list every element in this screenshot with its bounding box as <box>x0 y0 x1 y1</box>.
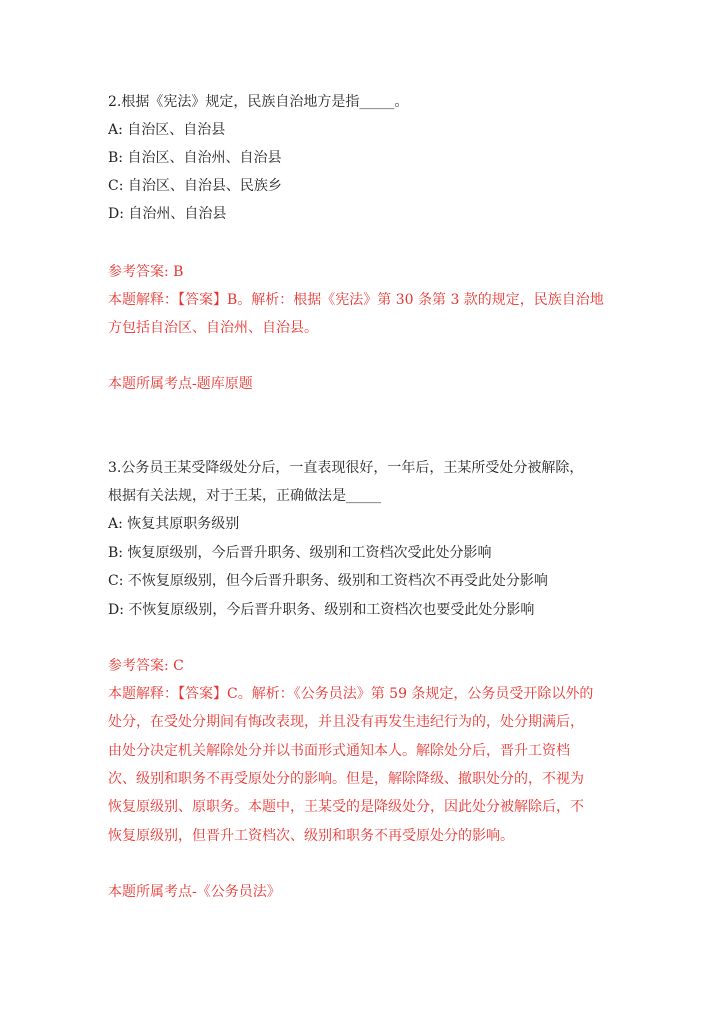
question-3-explanation-line-2: 处分，在受处分期间有悔改表现，并且没有再发生违纪行为的，处分期满后， <box>108 714 584 730</box>
question-2-knowledge-point: 本题所属考点-题库原题 <box>108 376 253 392</box>
question-3-option-d: D: 不恢复原级别，今后晋升职务、级别和工资档次也要受此处分影响 <box>108 602 535 618</box>
question-3-explanation-line-1: 本题解释：【答案】C。解析：《公务员法》第 59 条规定，公务员受开除以外的 <box>108 686 594 702</box>
question-2-stem: 2.根据《宪法》规定，民族自治地方是指_____。 <box>108 94 409 110</box>
question-3-option-c: C: 不恢复原级别，但今后晋升职务、级别和工资档次不再受此处分影响 <box>108 573 548 589</box>
question-2-option-c: C: 自治区、自治县、民族乡 <box>108 178 282 194</box>
question-3-explanation-line-6: 恢复原级别，但晋升工资档次、级别和职务不再受原处分的影响。 <box>108 828 514 844</box>
question-3-explanation-line-5: 恢复原级别、原职务。本题中，王某受的是降级处分，因此处分被解除后，不 <box>108 799 584 815</box>
question-3-option-b: B: 恢复原级别，今后晋升职务、级别和工资档次受此处分影响 <box>108 545 492 561</box>
question-2-option-d: D: 自治州、自治县 <box>108 206 227 222</box>
question-2-option-b: B: 自治区、自治州、自治县 <box>108 150 282 166</box>
question-2-option-a: A: 自治区、自治县 <box>108 122 226 138</box>
question-3-stem-line-2: 根据有关法规，对于王某，正确做法是_____ <box>108 488 381 504</box>
question-2-explanation-line-2: 方包括自治区、自治州、自治县。 <box>108 320 318 336</box>
question-3-explanation-line-4: 次、级别和职务不再受原处分的影响。但是，解除降级、撤职处分的，不视为 <box>108 771 584 787</box>
question-2-answer: 参考答案: B <box>108 264 184 280</box>
question-3-answer: 参考答案: C <box>108 658 184 674</box>
question-3-knowledge-point: 本题所属考点-《公务员法》 <box>108 884 281 900</box>
question-3-explanation-line-3: 由处分决定机关解除处分并以书面形式通知本人。解除处分后，晋升工资档 <box>108 743 570 759</box>
question-3-option-a: A: 恢复其原职务级别 <box>108 516 240 532</box>
question-2-explanation-line-1: 本题解释：【答案】B。解析：根据《宪法》第 30 条第 3 款的规定，民族自治地 <box>108 292 604 308</box>
question-3-stem-line-1: 3.公务员王某受降级处分后，一直表现很好，一年后，王某所受处分被解除， <box>108 460 584 476</box>
